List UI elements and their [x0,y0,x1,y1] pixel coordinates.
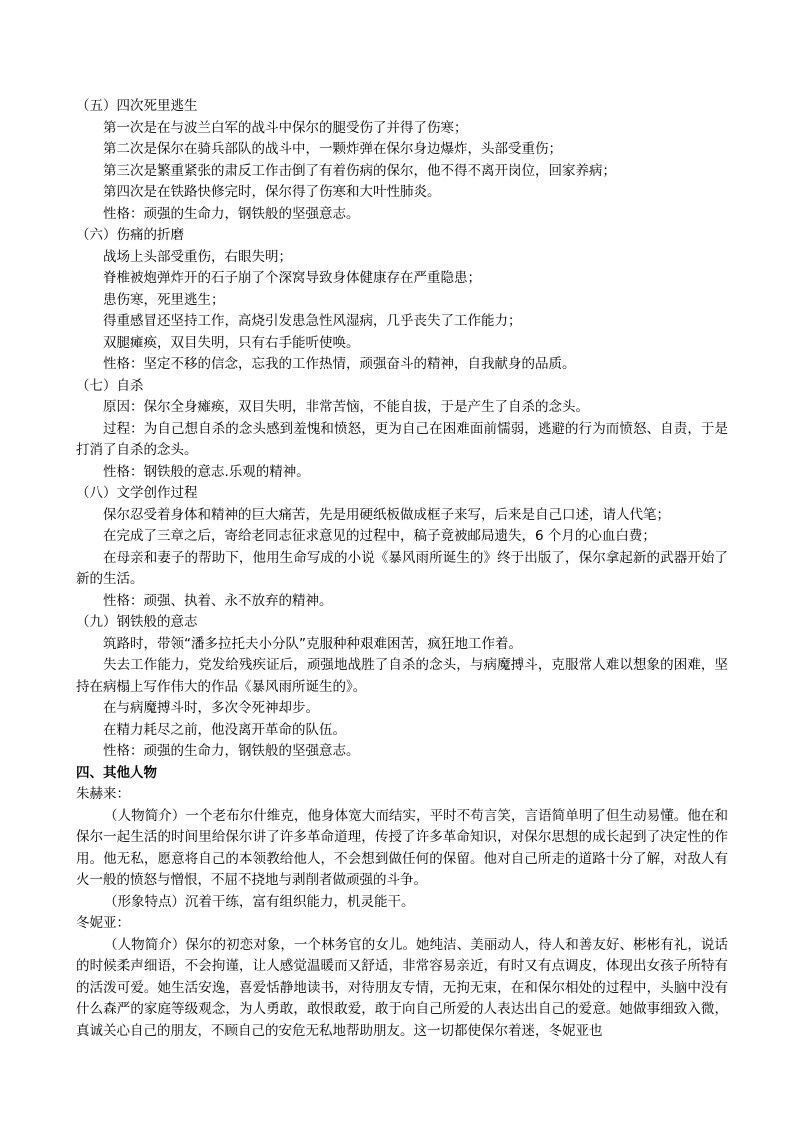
character-intro-zhuhelai: （人物简介）一个老布尔什维克，他身体宽大而结实，平时不苟言笑，言语简单明了但生动易懂。他在和保尔一起生活的时间里给保尔讲了许多革命道理，传授了许多革命知识，对保尔思想的成长起到了决定性的作用。他无私，愿意将自己的本领教给他人，不会想到做任何的保留。他对自己所走的道路十分了解，对敌人有火一般的愤怒与憎恨，不屈不挠地与剥削者做顽强的斗争。 [76,807,728,888]
section-7-heading: （七）自杀 [76,377,144,394]
section-5-heading: （五）四次死里逃生 [76,98,198,114]
section-8-line-3: 在母亲和妻子的帮助下，他用生命写成的小说《暴风雨所诞生的》终于出版了，保尔拿起新的武器开始了新的生活。 [76,549,728,587]
section-6-heading: （六）伤痛的折磨 [76,227,184,243]
character-intro-dongniya: （人物简介）保尔的初恋对象，一个林务官的女儿。她纯洁、美丽动人，待人和善友好、彬彬有礼，说话的时候柔声细语，不会拘谨，让人感觉温暖而又舒适，非常容易亲近，有时又有点调皮，体现出女孩子所特有的活泼可爱。她生活安逸，喜爱恬静地读书，对待朋友专情，无拘无束，在和保尔相处的过程中，头脑中没有什么森严的家庭等级观念，为人勇敢，敢恨敢爱，敢于向自己所爱的人表达出自己的爱意。她做事细致入微，真诚关心自己的朋友，不顾自己的安危无私地帮助朋友。这一切都使保尔着迷，冬妮亚也 [76,936,728,1039]
section-6-line-1: 战场上头部受重伤，右眼失明； [103,248,292,265]
section-9-line-2: 失去工作能力，党发给残疾证后，顽强地战胜了自杀的念头，与病魔搏斗，克服常人难以想象的困难，坚持在病榻上写作伟大的作品《暴风雨所诞生的》。 [76,657,728,695]
section-5-line-2: 第二次是保尔在骑兵部队的战斗中，一颗炸弹在保尔身边爆炸，头部受重伤； [103,141,562,157]
section-4-heading: 四、其他人物 [76,764,157,781]
section-6-line-3: 患伤寒，死里逃生； [103,291,225,308]
section-5-line-3: 第三次是繁重紧张的肃反工作击倒了有着伤病的保尔，他不得不离开岗位，回家养病； [103,162,616,179]
section-5-line-4: 第四次是在铁路快修完时，保尔得了伤寒和大叶性肺炎。 [103,184,441,200]
section-9-line-1: 筑路时，带领“潘多拉托夫小分队”克服种种艰难困苦，疯狂地工作着。 [103,635,522,652]
character-name-dongniya: 冬妮亚： [76,915,130,931]
section-8-heading: （八）文学创作过程 [76,485,198,501]
section-5-trait: 性格：顽强的生命力，钢铁般的坚强意志。 [103,205,360,222]
section-6-line-2: 脊椎被炮弹炸开的石子崩了个深窝导致身体健康存在严重隐患； [103,270,481,286]
section-5-line-1: 第一次是在与波兰白军的战斗中保尔的腿受伤了并得了伤寒； [103,119,468,136]
section-9-heading: （九）钢铁般的意志 [76,614,198,630]
section-6-line-4: 得重感冒还坚持工作，高烧引发患急性风湿病，几乎丧失了工作能力； [103,313,522,329]
section-8-line-1: 保尔忍受着身体和精神的巨大痛苦，先是用硬纸板做成框子来写，后来是自己口述，请人代笔； [103,506,670,523]
section-7-process: 过程：为自己想自杀的念头感到羞愧和愤怒，更为自己在困难面前懦弱，逃避的行为而愤怒、自责，于是打消了自杀的念头。 [76,420,728,458]
section-6-line-5: 双腿瘫痪，双目失明，只有右手能听使唤。 [103,334,360,351]
section-8-line-2: 在完成了三章之后，寄给老同志征求意见的过程中，稿子竟被邮局遗失，6 个月的心血白费； [103,528,656,544]
section-9-trait: 性格：顽强的生命力，钢铁般的坚强意志。 [103,743,360,759]
section-7-trait: 性格：钢铁般的意志.乐观的精神。 [103,463,310,480]
character-traits-zhuhelai: （形象特点）沉着干练，富有组织能力，机灵能干。 [104,893,415,910]
document-page [76,96,728,1042]
section-8-trait: 性格：顽强、执着、永不放弃的精神。 [103,592,333,609]
section-6-trait: 性格：坚定不移的信念，忘我的工作热情，顽强奋斗的精神，自我献身的品质。 [103,356,576,372]
section-9-line-3: 在与病魔搏斗时，多次令死神却步。 [103,700,319,716]
character-name-zhuhelai: 朱赫来： [76,786,130,802]
section-7-cause: 原因：保尔全身瘫痪，双目失明，非常苦恼，不能自拔，于是产生了自杀的念头。 [103,399,589,415]
section-9-line-4: 在精力耗尽之前，他没离开革命的队伍。 [103,721,346,738]
